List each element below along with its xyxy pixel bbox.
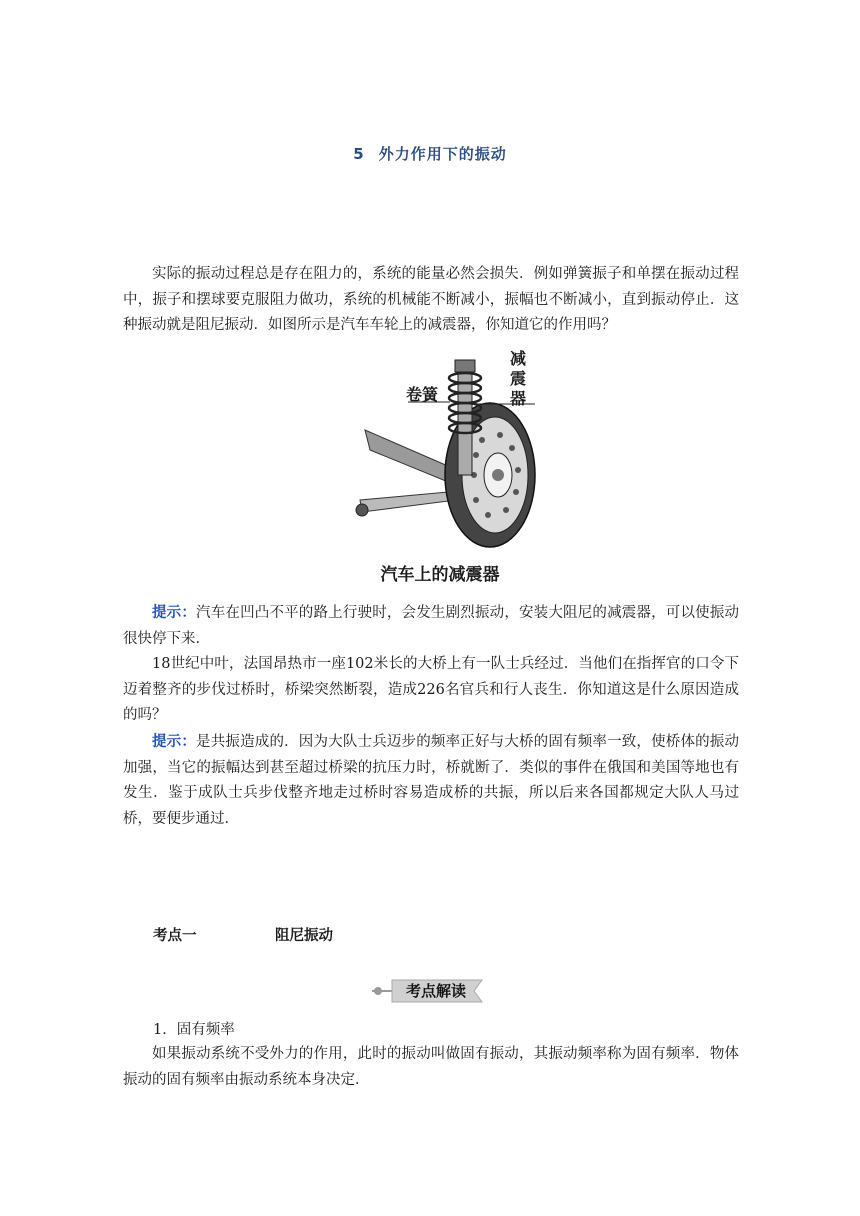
damper-label-2: 震	[510, 369, 527, 388]
spring-label: 卷簧	[406, 385, 439, 404]
damper-label-3: 器	[510, 389, 527, 408]
hint-2	[123, 729, 739, 832]
shock-absorber-figure	[340, 340, 540, 590]
section-heading	[153, 924, 333, 945]
damper-label-1: 减	[510, 349, 527, 368]
figure-caption: 汽车上的减震器	[380, 565, 500, 585]
banner-text: 考点解读	[405, 982, 466, 1000]
section-label: 考点一	[153, 928, 197, 944]
hint-1-text: 汽车在凹凸不平的路上行驶时，会发生剧烈振动，安装大阻尼的减震器，可以使振动很快停下来．	[123, 605, 740, 647]
hint-1	[123, 600, 739, 652]
subsection-heading: 1．固有频率	[153, 1022, 235, 1038]
subsection-paragraph: 如果振动系统不受外力的作用，此时的振动叫做固有振动，其振动频率称为固有频率．物体振动的固有频率由振动系统本身决定．	[123, 1046, 739, 1088]
hint-1-label: 提示：	[152, 604, 197, 621]
section-name: 阻尼振动	[275, 928, 333, 944]
section-number: 5	[353, 145, 365, 163]
hint-2-text: 是共振造成的．因为大队士兵迈步的频率正好与大桥的固有频率一致，使桥体的振动加强，当它的振幅达到甚至超过桥梁的抗压力时，桥就断了．类似的事件在俄国和美国等地也有发生．鉴于成队士兵步伐整齐地走过桥时容易造成桥的共振，所以后来各国都规定大队人马过桥，要便步通过．	[123, 734, 740, 827]
question-2: 18世纪中叶，法国昂热市一座102米长的大桥上有一队士兵经过．当他们在指挥官的口令下迈着整齐的步伐过桥时，桥梁突然断裂，造成226名官兵和行人丧生．你知道这是什么原因造成的吗？	[123, 656, 739, 723]
section-title: 外力作用下的振动	[378, 145, 507, 163]
page-title	[0, 143, 860, 164]
intro-paragraph: 实际的振动过程总是存在阻力的，系统的能量必然会损失．例如弹簧振子和单摆在振动过程中，振子和摆球要克服阻力做功，系统的机械能不断减小，振幅也不断减小，直到振动停止．这种振动就是阻尼振动．如图所示是汽车车轮上的减震器，你知道它的作用吗？	[123, 266, 739, 333]
hint-2-label: 提示：	[152, 733, 197, 750]
key-points-banner	[372, 978, 484, 1004]
